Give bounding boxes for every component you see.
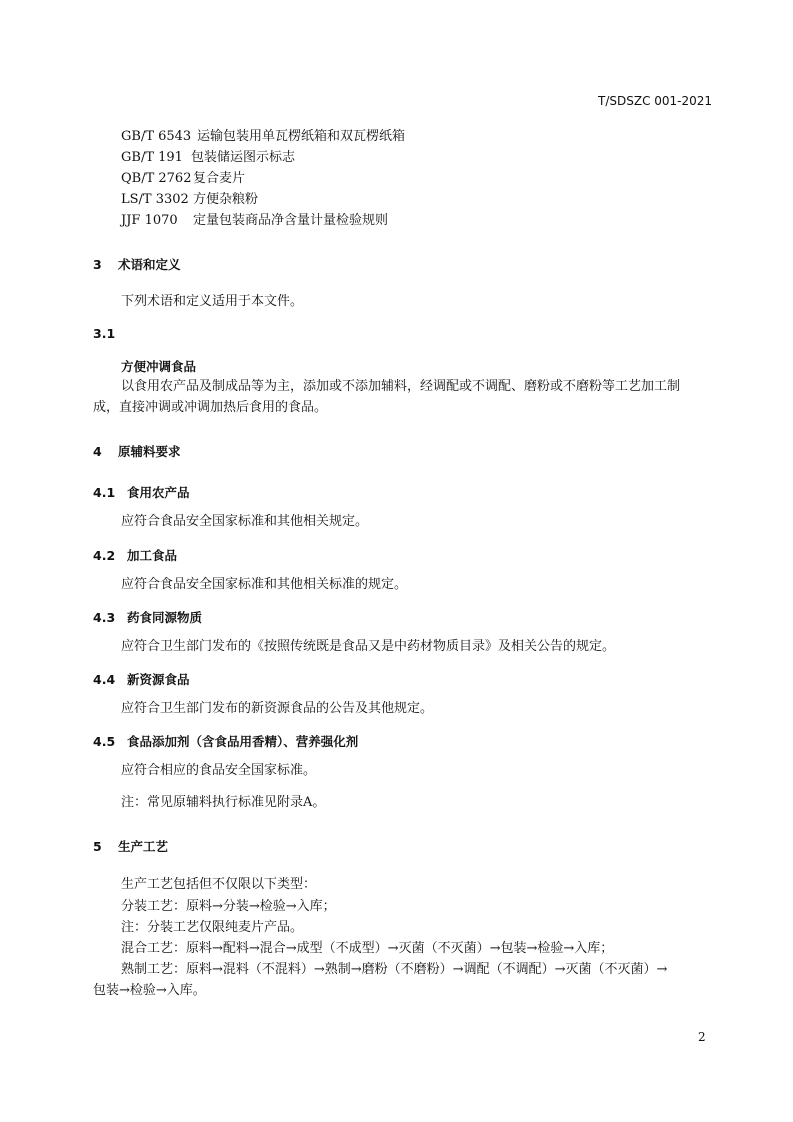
reference-item: [121, 190, 405, 211]
section-number: 3: [93, 257, 102, 272]
section-5-intro: 生产工艺包括但不仅限以下类型：: [121, 877, 317, 892]
clause-title: 新资源食品: [127, 672, 190, 687]
reference-title: 定量包装商品净含量计量检验规则: [193, 213, 389, 228]
clause-title: 加工食品: [127, 548, 178, 563]
section-number: 4: [93, 444, 102, 459]
section-number: 5: [93, 839, 102, 854]
term-definition-line-1: 以食用农产品及制成品等为主，添加或不添加辅料，经调配或不调配、磨粉或不磨粉等工艺加工制: [121, 379, 681, 394]
clause-4-4-text: 应符合卫生部门发布的新资源食品的公告及其他规定。: [121, 701, 434, 716]
section-title: 术语和定义: [118, 257, 181, 272]
page-number: 2: [698, 1030, 706, 1044]
clause-4-2-text: 应符合食品安全国家标准和其他相关标准的规定。: [121, 577, 408, 592]
clause-number: 4.2: [93, 548, 116, 563]
reference-title: 包装储运图示标志: [191, 150, 296, 165]
clause-4-5-heading: [93, 732, 358, 750]
section-5-note: 注：分装工艺仅限纯麦片产品。: [121, 920, 304, 935]
clause-number: 4.5: [93, 734, 116, 749]
document-number: T/SDSZC 001-2021: [598, 94, 713, 108]
reference-title: 运输包装用单瓦楞纸箱和双瓦楞纸箱: [197, 129, 406, 144]
clause-4-2-heading: [93, 546, 177, 564]
section-3-heading: [93, 255, 181, 273]
process-hunhe: 混合工艺：原料→配料→混合→成型（不成型）→灭菌（不灭菌）→包装→检验→入库；: [121, 941, 614, 956]
term-number: 3.1: [93, 326, 116, 341]
clause-4-3-heading: [93, 608, 202, 626]
clause-number: 4.4: [93, 672, 116, 687]
reference-code: JJF 1070: [121, 213, 178, 228]
reference-item: [121, 211, 405, 232]
section-4-note: 注：常见原辅料执行标准见附录A。: [121, 795, 326, 810]
clause-4-1-heading: [93, 483, 190, 501]
clause-4-5-text: 应符合相应的食品安全国家标准。: [121, 763, 317, 778]
reference-code: GB/T 6543: [121, 129, 192, 144]
clause-number: 4.1: [93, 485, 116, 500]
reference-code: LS/T 3302: [121, 192, 189, 207]
reference-title: 方便杂粮粉: [193, 192, 259, 207]
process-shuzhi-line-2: 包装→检验→入库。: [93, 983, 206, 998]
reference-item: [121, 127, 405, 148]
section-5-heading: [93, 837, 168, 855]
clause-title: 药食同源物质: [127, 610, 203, 625]
clause-4-1-text: 应符合食品安全国家标准和其他相关规定。: [121, 514, 369, 529]
section-title: 原辅料要求: [118, 444, 181, 459]
clause-title: 食品添加剂（含食品用香精）、营养强化剂: [127, 734, 359, 749]
reference-item: [121, 169, 405, 190]
reference-code: GB/T 191: [121, 150, 183, 165]
clause-title: 食用农产品: [127, 485, 190, 500]
reference-item: [121, 148, 405, 169]
clause-4-3-text: 应符合卫生部门发布的《按照传统既是食品又是中药材物质目录》及相关公告的规定。: [121, 639, 616, 654]
clause-number: 4.3: [93, 610, 116, 625]
section-3-intro: 下列术语和定义适用于本文件。: [121, 294, 304, 309]
process-shuzhi-line-1: 熟制工艺：原料→混料（不混料）→熟制→磨粉（不磨粉）→调配（不调配）→灭菌（不灭菌）→: [121, 962, 668, 977]
reference-title: 复合麦片: [193, 171, 246, 186]
reference-code: QB/T 2762: [121, 171, 192, 186]
section-title: 生产工艺: [118, 839, 169, 854]
reference-list: [121, 127, 405, 232]
process-fenzhuang: 分装工艺：原料→分装→检验→入库；: [121, 899, 336, 914]
clause-4-4-heading: [93, 670, 190, 688]
term-definition-line-2: 成，直接冲调或冲调加热后食用的食品。: [93, 400, 328, 415]
section-4-heading: [93, 442, 181, 460]
term-name: 方便冲调食品: [121, 359, 197, 374]
